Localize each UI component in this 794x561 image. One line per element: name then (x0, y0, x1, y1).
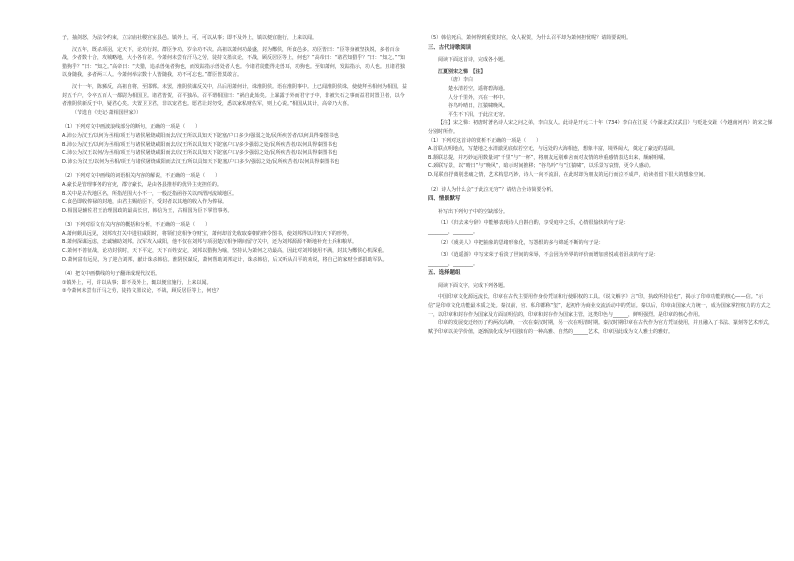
q2-option-d[interactable]: D.相国是辅佐君王治理国政的最高长官，韩信为王，古相国为臣下掌管事务。 (62, 207, 233, 214)
poem-line-3: 谷鸟吟晴日，江猿啸晚风。 (448, 103, 509, 110)
passage-para-3: 汉十一年，陈豨反，高祖自将，至邯郸。未罢，淮阴侯谋反关中，吕后用萧何计，诛淮阴侯。语在淮阴事中。上已闻淮阴侯诛，使使拜丞相何为相国，益封五千户，令卒五百人一都尉为相国卫。诸君皆贺，召平独吊。召平谓相国曰：“祸自此始矣。上暴露于外而君守于中，非被矢石之事而益君封置卫者，以今者淮阴侯新反于中，疑君心矣。夫置卫卫君，非以宠君也。愿君让封勿受，悉以家私财佐军，则上心说。”相国从其计，高帝乃大喜。 (62, 83, 408, 108)
poem-note: 【注】宋之悌：初唐时著名诗人宋之问之弟，李白友人。此诗是开元二十年（734）李白在江夏（今湖北武汉武昌）与贬赴交趾（今越南河内）的宋之悌分别时所作。 (428, 120, 773, 135)
fill-item-2: （2）《虞美人》中把抽象的思绪形象化，写怨恨的多与绵延不断的句子是： (438, 240, 604, 247)
q4-stem: （4）把文中画横线的句子翻译成现代汉语。 (62, 271, 161, 278)
q4-item-1: ①镇外上，可，许以从事；即不及外上，辄以便宜施行，上来以闻。 (62, 279, 212, 286)
q1-option-b[interactable]: B.沛公为汉王/以何为丞相/项王与诸侯屠烧咸阳而去/汉王所以具知天下阸塞户口/多少强弱之处/民所疾苦者/以何具得秦图书也 (62, 141, 338, 148)
q2-option-a[interactable]: A.豪长是管理事务的官吏，郡守豪长，是由各县推荐的优异主吏担任的。 (62, 181, 222, 188)
q3-option-b[interactable]: B.萧何深谋远虑，忠诚辅助刘邦。汉军攻入咸阳，他不仅在刘邦与项羽楚汉相争期间留守关中，还为刘邦源源不断地补充士兵和粮草。 (62, 239, 358, 246)
fill-item-3-blank[interactable]: ________，________。 (428, 260, 479, 267)
section-3-title: 三、古代诗歌阅读 (428, 44, 472, 51)
q7-stem: （2）诗人为什么会“于此泣无穷”？请结合全诗简要分析。 (428, 186, 557, 193)
section-5-para-1: 中国印章文化源远流长，印章在古代主要用作身份凭证和行使职权的工具。《说文解字》言“印，执政所持信也”，揭示了印章功能的核心——信。“示信”是印章文化功能最本质之处。秦汉前，官、私印都称“玺”，起初作为商业交流活动中的凭证。秦以后，印章由国家大力统一，成为国家掌控权力的方式之一，以印章和封存作为国家及方面证明信的，印章和封存作为国家主管，这类印色与______，鲜明强烈。是印章的核心作用。 (428, 294, 771, 318)
fill-item-1-blank[interactable]: ________，________。 (428, 228, 479, 235)
right-column (428, 34, 773, 336)
q6-option-c[interactable]: C.颈联写景，以“晴日”与“晚风”，暗示时间推移；“谷鸟吟”与“江猿啸”，以乐景写哀情，更令人感动。 (428, 163, 654, 170)
q6-option-b[interactable]: B.颔联总提，并巧妙运用数量词“千里”与“一杯”，将朋友远别难舍而对友情的珍重感情表达出来，颇耐咀嚼。 (428, 154, 669, 161)
passage-para-2: 汉五年，既杀项羽，定天下，论功行封。群臣争功，岁余功不决。高祖以萧何功最盛，封为酂侯，所食邑多。功臣皆曰：“臣等身被坚执锐，多者百余战，少者数十合，攻城略地，大小各有差。今萧何未尝有汗马之劳，徒持文墨议论，不战，顾反居臣等上，何也？”高帝曰：“诸君知猎乎？”曰：“知之。”“知猎狗乎？”曰：“知之。”高帝曰：“夫猎，追杀兽兔者狗也，而发踪指示兽处者人也。今诸君徒能得走兽耳，功狗也。至如萧何，发踪指示，功人也。且诸君独以身随我，多者两三人。今萧何举宗数十人皆随我，功不可忘也。”群臣皆莫敢言。 (62, 46, 406, 79)
q1-stem: （1）下列对文中画波浪线部分的断句，正确的一项是（ ） (62, 124, 201, 131)
q4-item-2: ②今萧何未尝有汗马之劳，徒持文墨议论，不战，顾反居臣等上，何也？ (62, 288, 222, 295)
q3-option-c[interactable]: C.萧何不善征战，论功封侯时，天下平定，天下百姓安定，刘邦以猎狗为喻，坚持认为萧何之功最高，因此对刘邦使用不满，封其为酂侯心机深重。 (62, 248, 388, 255)
fill-item-3: （3）《逍遥游》中写宋荣子看淡了世间的荣辱，不会因为外界的评价而增加喜悦或者沮丧的句子是： (438, 252, 659, 259)
section-5-intro: 阅读下面文字，完成下列各题。 (438, 282, 509, 289)
passage-para-1: 子，抽剑怒，为法令约束，立宗庙社稷宫室县邑。镇外上，可，可以从事；即不及外上，镇以便宜施行，上来以闻。 (62, 35, 318, 41)
q2-stem: （2）下列对文中画线的词语相关内容的解说，不正确的一项是（ ） (62, 173, 221, 180)
q1-option-d[interactable]: D.沛公为汉王/以何为丞相/项王与诸侯屠烧咸阳而去汉王/所以具知天下阸塞/户口多少/强弱之处/民所疾苦者/以何具得秦图书也 (62, 158, 340, 165)
left-column (62, 34, 407, 296)
q6-stem: （1）下列对这首诗的赏析不正确的一项是（ ） (428, 137, 542, 144)
poem-line-4: 平生不下泪，于此泣无穷。 (448, 111, 509, 118)
q5-stem: （5）韩信死后，萧何得到重赏封官，众人祝贺，为什么召平却为萧何担忧呢？请简要说明。 (428, 35, 632, 41)
poem-title: 江夏别宋之悌 【注】 (438, 68, 486, 75)
q2-option-c[interactable]: C.食邑即收俸禄的封地，由君主赐给臣下，受封者以其地的收入作为俸禄。 (62, 199, 228, 206)
q1-option-a[interactable]: A.沛公为汉王/以何为丞相/项王与诸侯屠烧咸阳而去/汉王所以具知天下阸塞/户口多少/强弱之处/民所疾苦者/以何具得秦图书也 (62, 132, 339, 139)
q6-option-a[interactable]: A.首联点明地点，写楚地之水清澈见底似若空无，与远处的大海相连，想象丰富，境界阔大，奠定了豪迈的基调。 (428, 146, 678, 153)
q6-option-d[interactable]: D.尾联直抒离别悲痛之情，艺术构思巧妙，诗人一向不流泪，在此时却为朋友的远行而泣不成声，给读者留下很大的想象空间。 (428, 171, 709, 178)
q3-option-d[interactable]: D.萧何富有远见，为了迎合刘邦，献计诛杀韩信。淮阴侯谋反，萧何帮助刘邦定计，诛杀韩信，后又听从召平的劝说，将自己的家财全部捐助军队。 (62, 256, 388, 263)
fill-item-1: （1）《归去来兮辞》中能够表现诗人自斟自酌，享受庭中之乐，心情很愉快的句子是： (438, 220, 629, 227)
section-5-para-2: 印章的发展变迁经历了约两次高峰，一次在秦汉时期，另一次在明清时期。秦汉时期印章在古代作为官方凭证使用，并且融入了书法、篆刻等艺术形式，赋予印章以美学价值，逐渐演化成为中国独有的一种高雅、自然的______艺术，印章因此成为文人雅士的雅好。 (428, 320, 774, 335)
q3-option-a[interactable]: A.萧何颇具远见，刘邦攻打关中进驻咸阳时，将领们竞相争夺财宝，萧何却首先收取秦朝的律令图书，使刘邦得以详知天下的形势。 (62, 230, 352, 237)
section-5-title: 五、选择题组 (428, 270, 461, 277)
section-4-title: 四、情景默写 (428, 196, 461, 203)
section-3-intro: 阅读下面这首诗，完成各小题。 (438, 57, 509, 64)
q2-option-b[interactable]: B.关中是古代地区名，所指范围大小不一，一般泛指函谷关以西渭河流域地区。 (62, 190, 238, 197)
poem-line-2: 人分千里外，兴在一杯中。 (448, 94, 509, 101)
section-4-intro: 补写出下列句子中的空缺部分。 (438, 208, 509, 215)
q1-option-c[interactable]: C.沛公为汉王以何/为丞相/项王与诸侯屠烧咸阳而去/汉王所以具知天下阸塞户口/多少强弱之处/民所疾苦者/以何具得秦图书也 (62, 150, 338, 157)
poem-author: （唐）李白 (448, 77, 474, 84)
passage-source: （节选自《史记·萧相国世家》） (72, 109, 142, 116)
poem-line-1: 楚水清若空，遥将碧海通。 (448, 85, 509, 92)
q3-stem: （3）下列对原文有关内容的概括和分析，不正确的一项是（ ） (62, 222, 211, 229)
